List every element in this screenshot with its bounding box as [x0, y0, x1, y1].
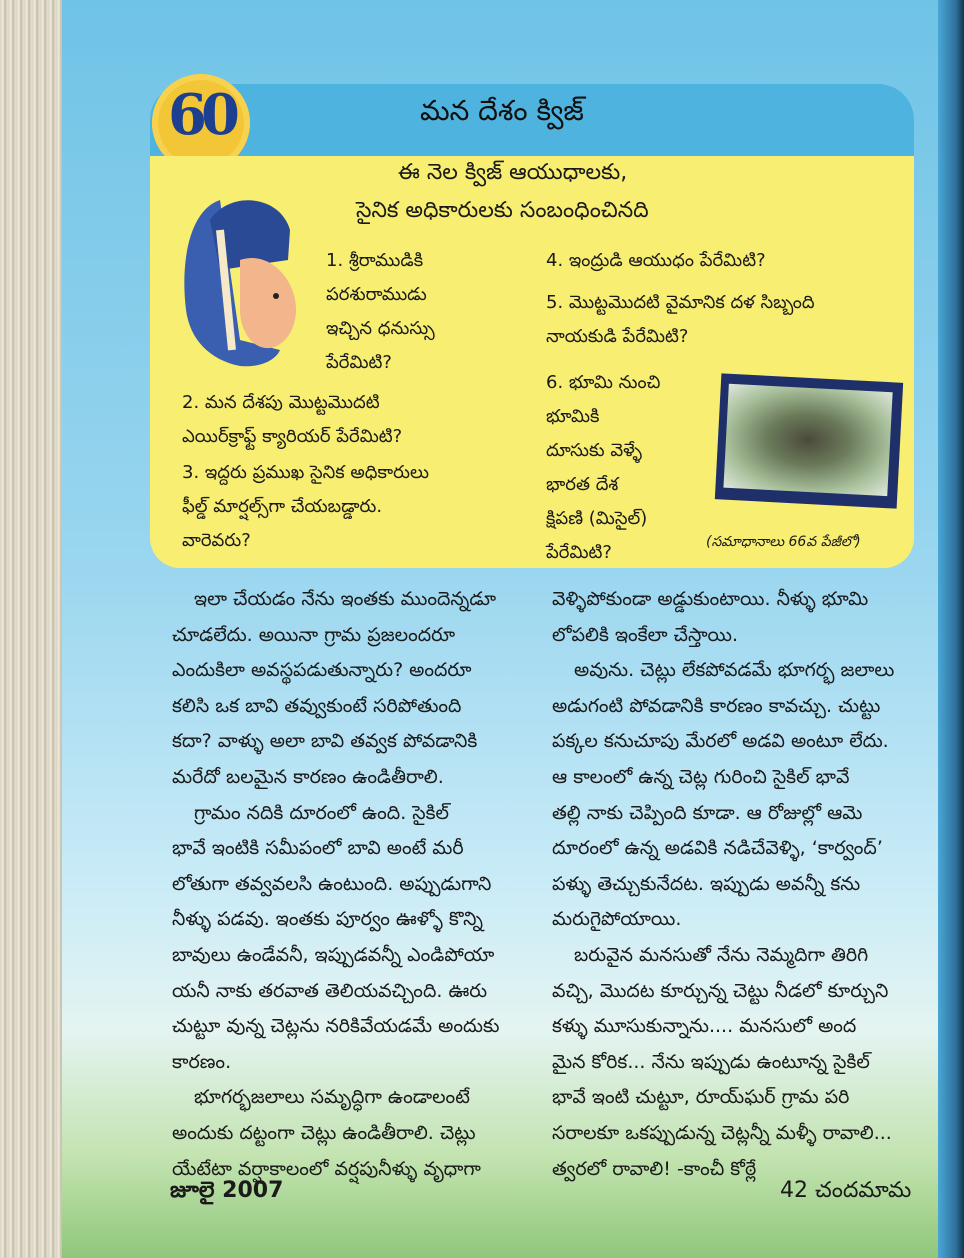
footer-page-number: 42 చందమామ [780, 1178, 912, 1203]
article-line: వచ్చి, మొదట కూర్చున్న చెట్టు నీడలో కూర్చుని [552, 979, 889, 1002]
article-line: ఎందుకిలా అవస్థపడుతున్నారు? అందరూ [172, 659, 472, 682]
logo-text: 60 [168, 82, 234, 148]
page-stack-edge [0, 0, 62, 1258]
article-line: యేటేటా వర్షాకాలంలో వర్షపునీళ్ళు వృధాగా [172, 1157, 481, 1180]
article-line: కారణం. [172, 1050, 232, 1073]
article-line: పళ్ళు తెచ్చుకునేదట. ఇప్పుడు అవన్నీ కను [552, 872, 861, 895]
answers-note: (సమాధానాలు 66వ పేజీలో) [706, 534, 861, 550]
article-line: భూగర్భజలాలు సమృద్ధిగా ఉండాలంటే [194, 1086, 470, 1109]
article-line: నీళ్ళు పడవు. ఇంతకు పూర్వం ఊళ్ళో కొన్ని [172, 908, 483, 931]
article-left-column [172, 582, 499, 1187]
article-line: మైన కోరిక... నేను ఇప్పుడు ఉంటూన్న సైకిల్ [552, 1050, 870, 1073]
article-line: కదా? వాళ్ళు అలా బావి తవ్వక పోవడానికి [172, 730, 478, 753]
article-line: బావులు ఉండేవనీ, ఇప్పుడవన్నీ ఎండిపోయా [172, 943, 495, 966]
article-line: యనీ నాకు తరవాత తెలియవచ్చింది. ఊరు [172, 979, 488, 1002]
article-line: అందుకు దట్టంగా చెట్లు ఉండితీరాలి. చెట్లు [172, 1121, 476, 1144]
missile-photo [715, 373, 903, 508]
rama-illustration-icon [180, 190, 304, 376]
article-line: లోతుగా తవ్వవలసి ఉంటుంది. అప్పుడుగాని [172, 872, 492, 895]
question-4: 4. ఇంద్రుడి ఆయుధం పేరేమిటి? [546, 250, 766, 271]
article-line: మరుగైపోయాయి. [552, 908, 682, 931]
article-line: కలిసి ఒక బావి తవ్వుకుంటే సరిపోతుంది [172, 694, 462, 717]
article-line: తల్లి నాకు చెప్పింది కూడా. ఆ రోజుల్లో ఆమె [552, 801, 863, 824]
question-3: 3. ఇద్దరు ప్రముఖ సైనిక అధికారులు ఫీల్డ్ మార్షల్స్‌గా చేయబడ్డారు. వారెవరు? [182, 462, 430, 551]
article-line: అడుగంటి పోవడానికి కారణం కావచ్చు. చుట్టు [552, 694, 881, 717]
quiz-subtitle-line2: సైనిక అధికారులకు సంబంధించినది [356, 198, 649, 223]
article-line: బరువైన మనసుతో నేను నెమ్మదిగా తిరిగి [574, 943, 869, 966]
article-line: చూడలేదు. అయినా గ్రామ ప్రజలందరూ [172, 623, 456, 646]
article-line: మరేదో బలమైన కారణం ఉండితీరాలి. [172, 765, 444, 788]
quiz-subtitle-line1: ఈ నెల క్విజ్ ఆయుధాలకు, [398, 160, 628, 185]
question-5: 5. మొట్టమొదటి వైమానిక దళ సిబ్బంది నాయకుడి పేరేమిటి? [546, 292, 815, 347]
article-line: ఆ కాలంలో ఉన్న చెట్ల గురించి సైకిల్ భావే [552, 765, 850, 788]
article-line: దూరంలో ఉన్న అడవికి నడిచేవెళ్ళి, ‘కార్వంద్’ [552, 837, 883, 860]
article-line: వెళ్ళిపోకుండా అడ్డుకుంటాయి. నీళ్ళు భూమి [552, 588, 869, 610]
binding-edge [938, 0, 964, 1258]
article-line: భావే ఇంటి చుట్టూ, రూయ్‌ఘర్ గ్రామ పరి [552, 1086, 850, 1109]
article-line: గ్రామం నదికి దూరంలో ఉంది. సైకిల్ [194, 801, 450, 824]
article-line: సరాలకూ ఒకప్పుడున్న చెట్లన్నీ మళ్ళీ రావాలి... [552, 1121, 892, 1144]
article-line: కళ్ళు మూసుకున్నాను.... మనసులో అంద [552, 1015, 857, 1038]
question-2: 2. మన దేశపు మొట్టమొదటి ఎయిర్‌క్రాఫ్ట్ క్యారియర్ పేరేమిటి? [182, 392, 403, 447]
footer-date: జూలై 2007 [170, 1178, 284, 1203]
quiz-title: మన దేశం క్విజ్ [420, 94, 584, 127]
article-line: త్వరలో రావాలి! -కాంచీ కోఠ్లే [552, 1157, 757, 1180]
article-line: ఇలా చేయడం నేను ఇంతకు ముందెన్నడూ [194, 588, 497, 610]
question-6: 6. భూమి నుంచి భూమికి దూసుకు వెళ్ళే భారత దేశ క్షిపణి (మిసైల్) పేరేమిటి? [546, 372, 661, 563]
article-line: చుట్టూ వున్న చెట్లను నరికివేయడమే అందుకు [172, 1015, 500, 1038]
article-line: అవును. చెట్లు లేకపోవడమే భూగర్భ జలాలు [574, 659, 895, 682]
question-1: 1. శ్రీరాముడికి పరశురాముడు ఇచ్చిన ధనుస్సు పేరేమిటి? [326, 250, 435, 373]
article-line: పక్కల కనుచూపు మేరలో అడవి అంటూ లేదు. [552, 730, 889, 753]
article-line: భావే ఇంటికి సమీపంలో బావి అంటే మరీ [172, 837, 464, 860]
article-right-column [552, 582, 894, 1187]
article-line: లోపలికి ఇంకేలా చేస్తాయి. [552, 623, 739, 646]
